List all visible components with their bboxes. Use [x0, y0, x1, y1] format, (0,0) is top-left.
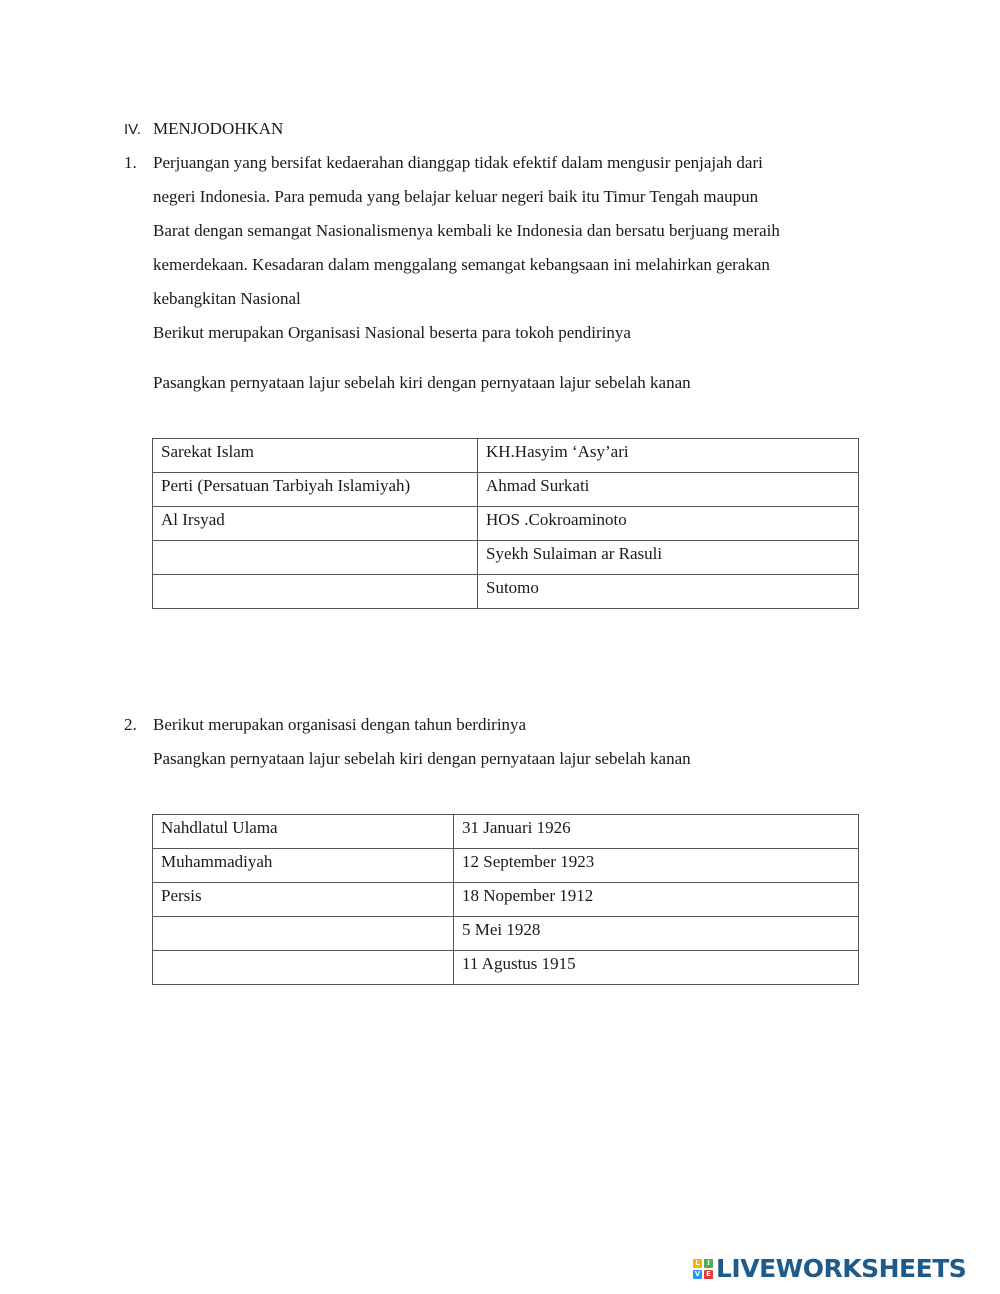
table-row	[153, 473, 859, 507]
left-column-cell[interactable]: Sarekat Islam	[153, 439, 478, 473]
question-1-line: Berikut merupakan Organisasi Nasional beserta para tokoh pendirinya	[153, 323, 631, 342]
instruction-text: Pasangkan pernyataan lajur sebelah kiri dengan pernyataan lajur sebelah kanan	[153, 373, 691, 392]
logo-letter-tile: I	[704, 1259, 713, 1268]
right-column-cell[interactable]: 5 Mei 1928	[454, 917, 859, 951]
logo-letter-tile: E	[704, 1270, 713, 1279]
left-column-cell	[153, 951, 454, 985]
matching-table-1	[152, 438, 859, 609]
table-row	[153, 541, 859, 575]
right-column-cell[interactable]: Ahmad Surkati	[478, 473, 859, 507]
table-row	[153, 815, 859, 849]
right-column-cell[interactable]: HOS .Cokroaminoto	[478, 507, 859, 541]
table-row	[153, 951, 859, 985]
right-column-cell[interactable]: 11 Agustus 1915	[454, 951, 859, 985]
right-column-cell[interactable]: Sutomo	[478, 575, 859, 609]
liveworksheets-logo	[693, 1255, 966, 1283]
question-1-line: negeri Indonesia. Para pemuda yang belajar keluar negeri baik itu Timur Tengah maupun	[153, 187, 759, 206]
right-column-cell[interactable]: KH.Hasyim ‘Asy’ari	[478, 439, 859, 473]
logo-text: LIVEWORKSHEETS	[716, 1254, 967, 1283]
right-column-cell[interactable]: 12 September 1923	[454, 849, 859, 883]
right-column-cell[interactable]: 18 Nopember 1912	[454, 883, 859, 917]
question-1-line: Barat dengan semangat Nasionalismenya kembali ke Indonesia dan bersatu berjuang meraih	[153, 221, 780, 240]
table-row	[153, 917, 859, 951]
question-2-line: Berikut merupakan organisasi dengan tahun berdirinya	[153, 715, 527, 734]
logo-letter-tile: L	[693, 1259, 702, 1268]
section-title	[124, 118, 283, 141]
logo-letter-tile: V	[694, 1270, 701, 1278]
left-column-cell[interactable]: Persis	[153, 883, 454, 917]
question-1-instruction	[153, 366, 893, 400]
left-column-cell[interactable]: Muhammadiyah	[153, 849, 454, 883]
question-2-line: Pasangkan pernyataan lajur sebelah kiri dengan pernyataan lajur sebelah kanan	[153, 749, 691, 768]
question-1-line: kebangkitan Nasional	[153, 289, 301, 308]
liveworksheets-icon	[693, 1259, 713, 1279]
question-2-number: 2.	[124, 715, 137, 734]
matching-table-2	[152, 814, 859, 985]
question-1-line: kemerdekaan. Kesadaran dalam menggalang semangat kebangsaan ini melahirkan gerakan	[153, 255, 770, 274]
left-column-cell[interactable]: Al Irsyad	[153, 507, 478, 541]
question-1-text	[153, 146, 893, 350]
left-column-cell	[153, 541, 478, 575]
right-column-cell[interactable]: 31 Januari 1926	[454, 815, 859, 849]
table-row	[153, 507, 859, 541]
question-2-text	[153, 708, 893, 776]
question-1-line: Perjuangan yang bersifat kedaerahan dianggap tidak efektif dalam mengusir penjajah dari	[153, 153, 763, 172]
left-column-cell[interactable]: Nahdlatul Ulama	[153, 815, 454, 849]
table-row	[153, 575, 859, 609]
left-column-cell[interactable]: Perti (Persatuan Tarbiyah Islamiyah)	[153, 473, 478, 507]
left-column-cell	[153, 917, 454, 951]
section-heading: MENJODOHKAN	[153, 119, 284, 138]
table-row	[153, 439, 859, 473]
right-column-cell[interactable]: Syekh Sulaiman ar Rasuli	[478, 541, 859, 575]
section-roman-numeral: IV.	[124, 121, 141, 138]
table-row	[153, 883, 859, 917]
table-row	[153, 849, 859, 883]
left-column-cell	[153, 575, 478, 609]
question-1-number: 1.	[124, 153, 137, 172]
